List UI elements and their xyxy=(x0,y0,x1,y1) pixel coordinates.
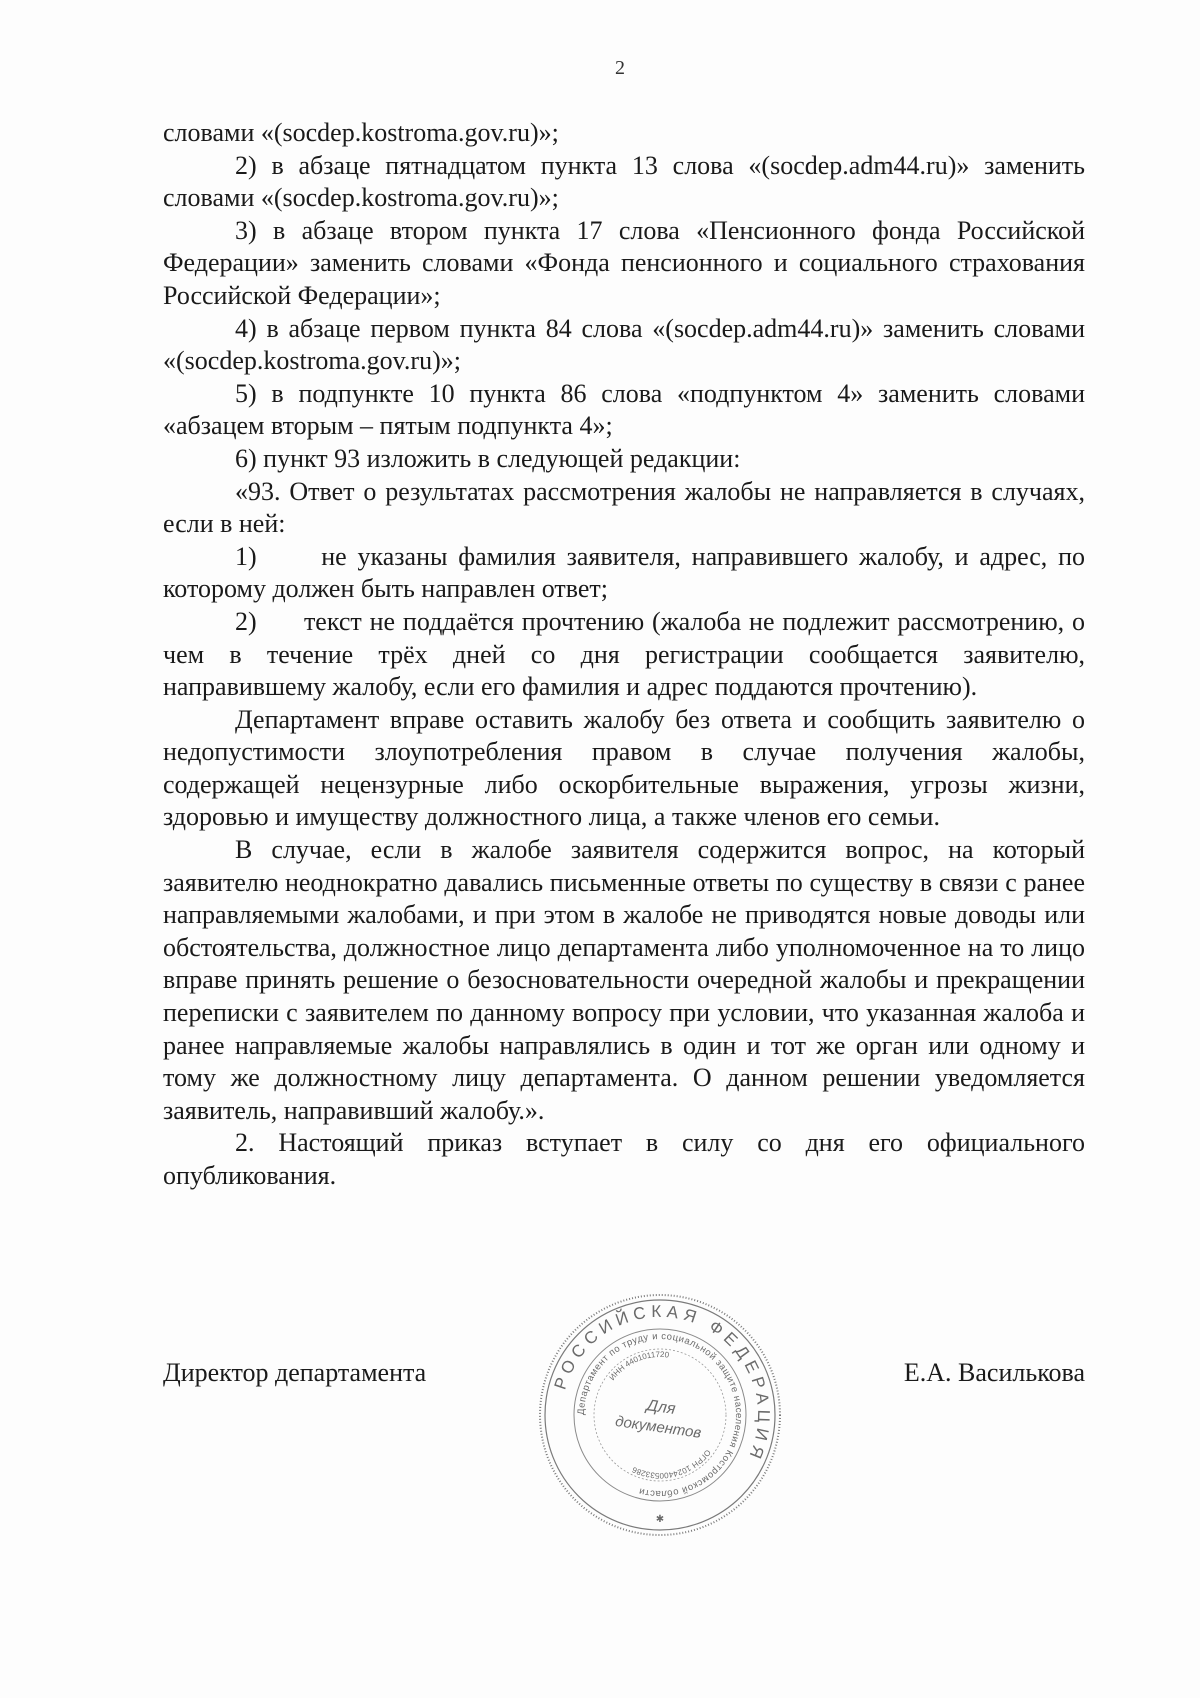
paragraph: Департамент вправе оставить жалобу без ответа и сообщить заявителю о недопустимости злоупотребления правом в случае получения жалобы, содержащей нецензурные либо оскорбительные выражения, угрозы жизни, здоровью и имуществу должностного лица, а также членов его семьи. xyxy=(163,704,1085,832)
seal-inner-text: Департамент по труду и социальной защите населения Костромской области xyxy=(575,1330,745,1500)
paragraph: «93. Ответ о результатах рассмотрения жалобы не направляется в случаях, если в ней: xyxy=(163,476,1085,539)
paragraph: 2. Настоящий приказ вступает в силу со дня его официального опубликования. xyxy=(163,1128,1085,1190)
list-item-number: 2) xyxy=(235,606,257,636)
seal-outer-text: РОССИЙСКАЯ ФЕДЕРАЦИЯ xyxy=(550,1301,774,1466)
svg-text:ОГРН 1024400533286 xyxy=(630,1448,712,1480)
paragraph: 5) в подпункте 10 пункта 86 слова «подпунктом 4» заменить словами «абзацем вторым – пятым подпункта 4»; xyxy=(163,378,1085,441)
paragraph: словами «(socdep.kostroma.gov.ru)»; xyxy=(163,118,559,147)
signatory-position: Директор департамента xyxy=(163,1358,427,1387)
list-item xyxy=(163,541,1085,606)
seal-graphic xyxy=(535,1290,785,1540)
seal-ogrn: ОГРН 1024400533286 xyxy=(630,1447,713,1481)
list-item-number: 1) xyxy=(235,541,257,571)
list-item-text: не указаны фамилия заявителя, направившего жалобу, и адрес, по которому должен быть направлен ответ; xyxy=(163,541,1085,604)
document-body xyxy=(163,117,1085,1193)
paragraph: 4) в абзаце первом пункта 84 слова «(socdep.adm44.ru)» заменить словами «(socdep.kostroma.gov.ru)»; xyxy=(163,313,1085,376)
official-seal xyxy=(535,1290,785,1540)
seal-center-line2: документов xyxy=(614,1412,703,1442)
signatory-name: Е.А. Василькова xyxy=(903,1358,1085,1387)
list-item-text: текст не поддаётся прочтению (жалоба не подлежит рассмотрению, о чем в течение трёх дней со дня регистрации сообщается заявителю, направившему жалобу, если его фамилия и адрес поддаются прочтению). xyxy=(163,606,1085,702)
star-icon: ✱ xyxy=(655,1514,665,1525)
list-item xyxy=(163,606,1085,704)
page-number: 2 xyxy=(615,57,625,79)
seal-center-line1: Для xyxy=(645,1397,677,1418)
signature-block xyxy=(163,1358,1085,1388)
seal-inn: ИНН 4401011720 xyxy=(607,1349,670,1383)
paragraph: В случае, если в жалобе заявителя содержится вопрос, на который заявителю неоднократно давались письменные ответы по существу в связи с ранее направляемыми жалобами, и при этом в жалобе не приводятся новые доводы или обстоятельства, должностное лицо департамента либо уполномоченное на то лицо вправе принять решение о безосновательности очередной жалобы и прекращении переписки с заявителем по данному вопросу при условии, что указанная жалоба и ранее направляемые жалобы направлялись в один и тот же орган или одному и тому же должностному лицу департамента. О данном решении уведомляется заявитель, направивший жалобу.». xyxy=(163,835,1085,1125)
paragraph: 3) в абзаце втором пункта 17 слова «Пенсионного фонда Российской Федерации» заменить словами «Фонда пенсионного и социального страхования Российской Федерации»; xyxy=(163,215,1085,310)
paragraph: 6) пункт 93 изложить в следующей редакции: xyxy=(235,443,741,473)
paragraph: 2) в абзаце пятнадцатом пункта 13 слова «(socdep.adm44.ru)» заменить словами «(socdep.kostroma.gov.ru)»; xyxy=(163,150,1085,213)
